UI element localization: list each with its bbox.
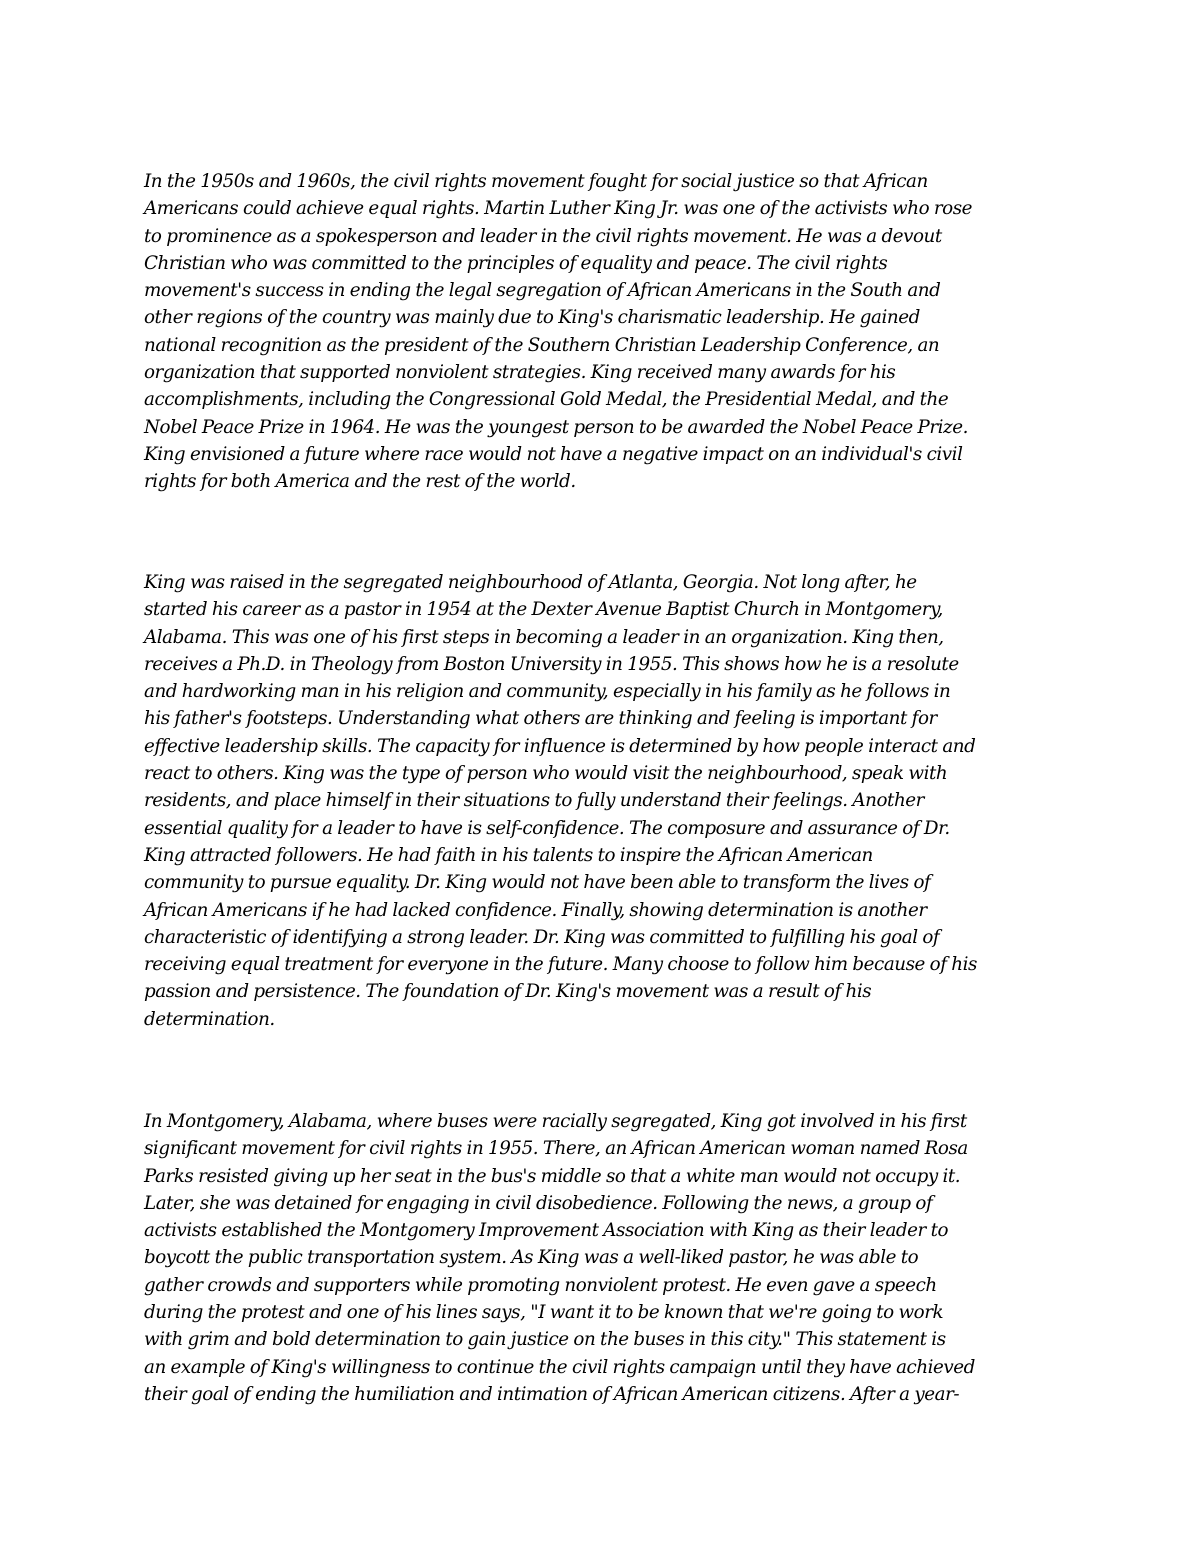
text-line: residents, and place himself in their situations to fully understand their feelings. Another <box>144 790 924 812</box>
text-line: community to pursue equality. Dr. King would not have been able to transform the lives of <box>144 872 931 894</box>
text-line: started his career as a pastor in 1954 at the Dexter Avenue Baptist Church in Montgomery, <box>144 599 943 621</box>
text-line: Nobel Peace Prize in 1964. He was the youngest person to be awarded the Nobel Peace Prize. <box>144 416 968 438</box>
text-line: King envisioned a future where race would not have a negative impact on an individual's civil <box>144 443 963 465</box>
text-line: national recognition as the president of the Southern Christian Leadership Conference, an <box>144 334 940 356</box>
text-line: Later, she was detained for engaging in civil disobedience. Following the news, a group of <box>144 1192 933 1214</box>
paragraph-montgomery-boycott <box>144 1108 1064 1408</box>
text-line: Americans could achieve equal rights. Martin Luther King Jr. was one of the activists who rose <box>144 198 973 220</box>
text-line: and hardworking man in his religion and community, especially in his family as he follows in <box>144 681 951 703</box>
text-line: movement's success in ending the legal segregation of African Americans in the South and <box>144 280 941 302</box>
text-line: In Montgomery, Alabama, where buses were racially segregated, King got involved in his first <box>144 1111 967 1132</box>
text-line: an example of King's willingness to continue the civil rights campaign until they have achieved <box>144 1356 975 1378</box>
text-line: react to others. King was the type of person who would visit the neighbourhood, speak with <box>144 763 948 785</box>
text-line: organization that supported nonviolent strategies. King received many awards for his <box>144 362 896 384</box>
text-line: with grim and bold determination to gain justice on the buses in this city." This statement is <box>144 1329 946 1351</box>
text-line: King attracted followers. He had faith in his talents to inspire the African American <box>144 844 873 866</box>
text-line: Parks resisted giving up her seat in the bus's middle so that a white man would not occupy it. <box>144 1165 961 1187</box>
text-line: during the protest and one of his lines says, "I want it to be known that we're going to work <box>144 1302 944 1324</box>
paragraph-king-early-life <box>144 569 1064 1033</box>
text-line: his father's footsteps. Understanding what others are thinking and feeling is important for <box>144 708 937 730</box>
text-line: other regions of the country was mainly due to King's charismatic leadership. He gained <box>144 307 920 329</box>
text-line: Christian who was committed to the principles of equality and peace. The civil rights <box>144 252 888 274</box>
text-line: rights for both America and the rest of the world. <box>144 471 576 493</box>
text-line: to prominence as a spokesperson and leader in the civil rights movement. He was a devout <box>144 225 942 247</box>
text-line: essential quality for a leader to have is self-confidence. The composure and assurance of Dr. <box>144 817 950 839</box>
text-line: boycott the public transportation system. As King was a well-liked pastor, he was able to <box>144 1247 919 1269</box>
text-line: significant movement for civil rights in 1955. There, an African American woman named Rosa <box>144 1138 968 1160</box>
text-line: In the 1950s and 1960s, the civil rights movement fought for social justice so that African <box>144 171 928 192</box>
text-line: characteristic of identifying a strong leader. Dr. King was committed to fulfilling his goal of <box>144 926 940 948</box>
text-line: African Americans if he had lacked confidence. Finally, showing determination is another <box>144 899 927 921</box>
text-line: determination. <box>144 1008 275 1030</box>
text-line: gather crowds and supporters while promoting nonviolent protest. He even gave a speech <box>144 1274 937 1296</box>
text-line: accomplishments, including the Congressional Gold Medal, the Presidential Medal, and the <box>144 389 949 411</box>
text-line: their goal of ending the humiliation and intimation of African American citizens. After a year- <box>144 1383 960 1405</box>
text-line: receiving equal treatment for everyone in the future. Many choose to follow him because of his <box>144 954 977 976</box>
text-line: Alabama. This was one of his first steps in becoming a leader in an organization. King then, <box>144 626 944 648</box>
text-line: King was raised in the segregated neighbourhood of Atlanta, Georgia. Not long after, he <box>144 572 917 593</box>
text-line: receives a Ph.D. in Theology from Boston University in 1955. This shows how he is a resolute <box>144 653 959 675</box>
text-line: passion and persistence. The foundation of Dr. King's movement was a result of his <box>144 981 872 1003</box>
text-line: effective leadership skills. The capacity for influence is determined by how people interact and <box>144 735 976 757</box>
paragraph-civil-rights-intro <box>144 168 1064 496</box>
text-line: activists established the Montgomery Improvement Association with King as their leader to <box>144 1220 949 1242</box>
